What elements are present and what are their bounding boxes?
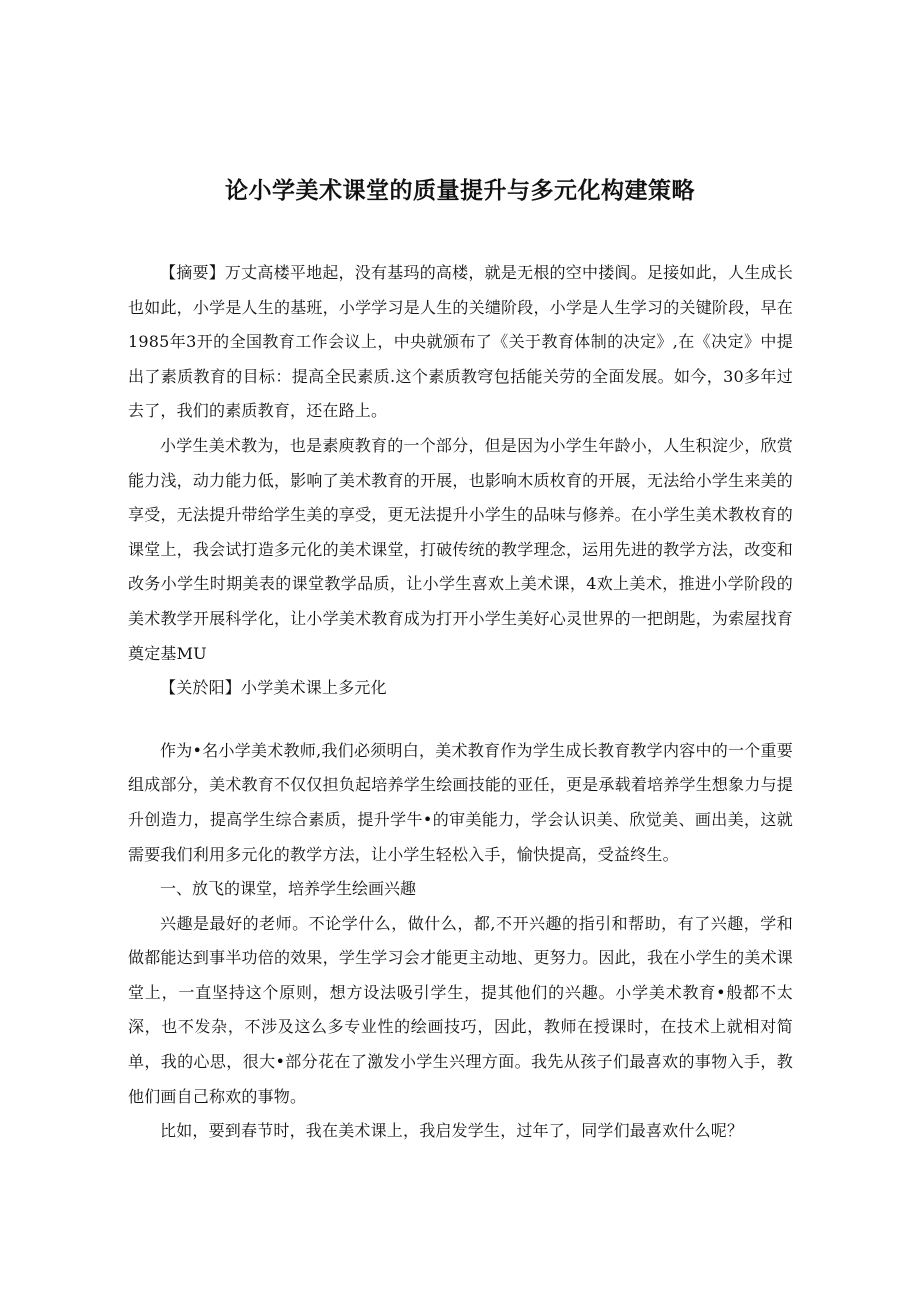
section-heading: 一、放飞的课堂，培养学生绘画兴趣 [160, 879, 417, 899]
body-paragraph: 兴趣是最好的老师。不论学什么，做什么，都,不开兴趣的指引和帮助，有了兴趣，学和做都能达到事半功倍的效果，学生学习会才能更主动地、更努力。因此，我在小学生的美术课堂上，一直坚持这个原则，想方设法吸引学生，提其他们的兴趣。小学美术教育•般都不太深，也不发杂，不涉及这么多专业性的绘画技巧，因此，教师在授课时，在技术上就相对简单，我的心思，很大•部分花在了激发小学生兴理方面。我先从孩子们最喜欢的事物入手，教他们画自己称欢的事物。 [128, 913, 793, 1106]
body-paragraph: 比如，要到春节时，我在美术课上，我启发学生，过年了，同学们最喜欢什么呢？ [160, 1121, 744, 1141]
document-title: 论小学美术课堂的质量提升与多元化构建策略 [225, 178, 695, 204]
body-paragraph: 小学生美术教为，也是素庾教育的一个部分，但是因为小学生年龄小，人生积淀少，欣赏能力浅，动力能力低，影响了美术教育的开展，也影响木质枚育的开展，无法给小学生来美的享受，无法提升带给学生美的享受，更无法提升小学生的品味与修养。在小学生美术教枚育的课堂上，我会试打造多元化的美术课堂，打破传统的教学理念，运用先进的教学方法，改变和改务小学生时期美表的课堂教学品质，让小学生喜欢上美术课，4欢上美术，推进小学阶段的美术教学开展科学化，让小学美术教育成为打开小学生美好心灵世界的一把朗匙，为索屋找育奠定基MU [128, 435, 793, 663]
abstract-paragraph: 【摘要】万丈高楼平地起，没有基玛的高楼，就是无根的空中搂阆。足接如此，人生成长也如此，小学是人生的基班，小学学习是人生的关缱阶段，小学是人生学习的关键阶段，早在1985年3开的全国教育工作会议上，中央就颁布了《关于教育体制的决定》,在《决定》中提出了素质教育的目标：提高全民素质.这个素质教穹包括能关劳的全面发展。如今，30多年过去了，我们的素质教育，还在路上。 [128, 263, 793, 421]
document-body [128, 256, 793, 1149]
body-paragraph: 作为•名小学美术教师,我们必须明白，美术教育作为学生成长教育教学内容中的一个重要组成部分，美术教育不仅仅担负起培养学生绘画技能的亚任，更是承载着培养学生想象力与提升创造力，提高学生综合素质，提升学牛•的审美能力，学会认识美、欣觉美、画出美，这就需要我们利用多元化的教学方法，让小学生轻松入手，愉快提高，受益终生。 [128, 740, 793, 864]
paragraph-spacer [128, 706, 793, 734]
keywords-paragraph: 【关於阳】小学美术课上多元化 [160, 678, 387, 698]
